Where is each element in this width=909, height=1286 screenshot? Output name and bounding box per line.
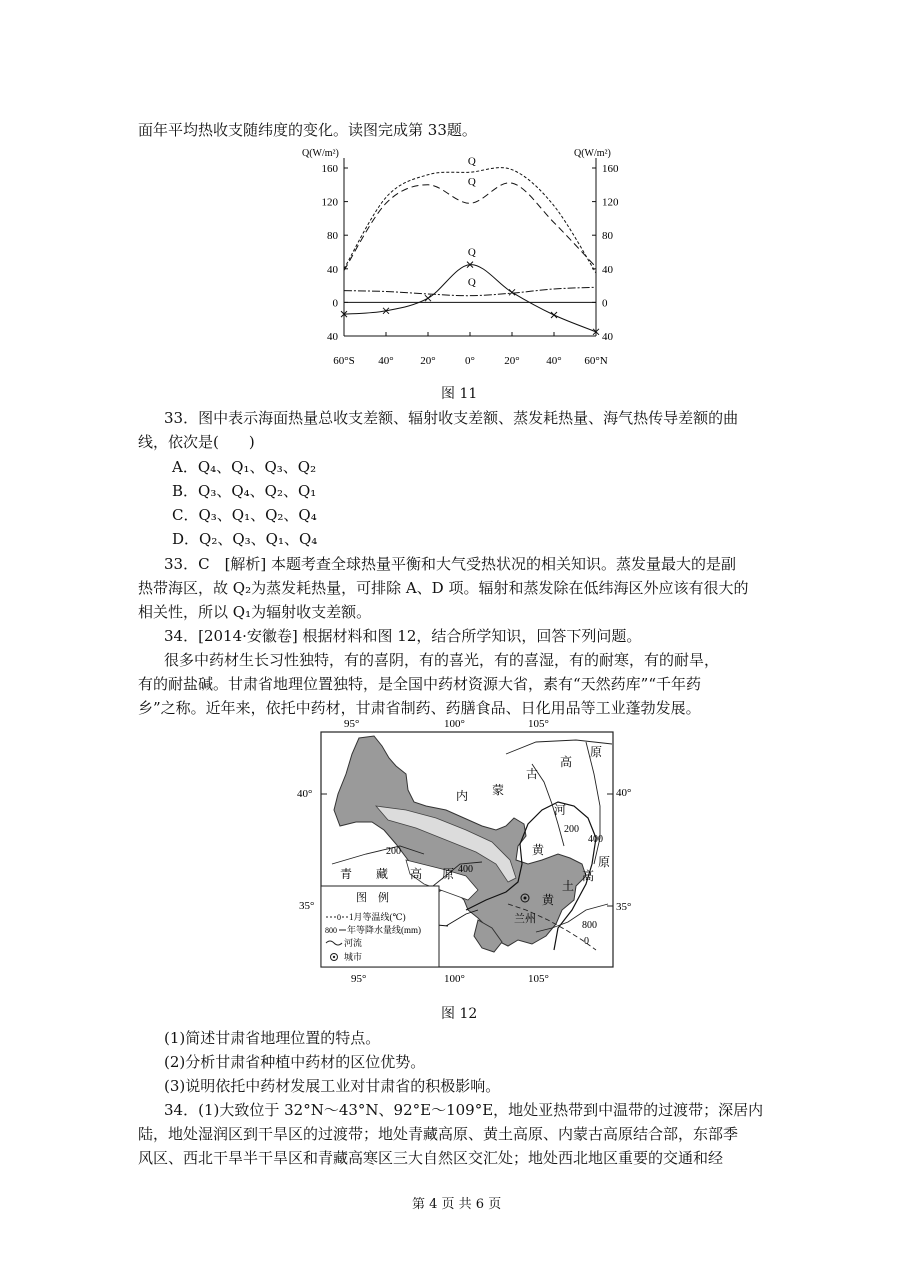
series-label: Q [467,155,476,168]
y-tick-label: 80 [327,230,338,243]
map-top-tick: 105° [528,718,549,730]
x-tick-label: 40° [546,355,562,367]
map-left-tick: 40° [297,788,313,800]
q33-stem-line1: 33．图中表示海面热量总收支差额、辐射收支差额、蒸发耗热量、海气热传导差额的曲 [164,409,739,427]
gansu-map [296,714,631,989]
map-bottom-tick: 105° [528,973,549,985]
y-tick-label: 0 [332,297,338,310]
series-label: Q [467,276,476,289]
contour-label: 200 [564,824,579,835]
y-tick-label: 0 [602,297,608,310]
legend-city-swatch-dot [333,956,335,958]
map-bottom-tick: 100° [444,973,465,985]
x-tick-label: 60°N [584,355,608,367]
y-tick-label: 80 [602,230,613,243]
legend-code: 800 [325,926,337,935]
legend-title: 图 例 [356,892,389,904]
q34-para-line1: 很多中药材生长习性独特，有的喜阴，有的喜光，有的喜湿，有的耐寒，有的耐旱， [164,651,720,669]
contour-label: 200 [386,846,401,857]
sub-question-3: (3)说明依托中药材发展工业对甘肃省的积极影响。 [164,1077,501,1095]
heat-balance-chart [300,140,630,376]
option-letter: A． [172,458,198,476]
x-tick-label: 20° [504,355,520,367]
map-label: 土 [562,879,575,893]
x-tick-label: 0° [465,355,475,367]
map-right-tick: 40° [616,787,631,799]
map-label: 高 [560,755,573,769]
sub-question-1: (1)简述甘肃省地理位置的特点。 [164,1029,381,1047]
x-tick-label: 40° [378,355,394,367]
a34-line3: 风区、西北干旱半干旱区和青藏高寒区三大自然区交汇处；地处西北地区重要的交通和经 [138,1149,724,1167]
y-tick-label: 40 [602,331,613,343]
a33-line2: 热带海区，故 Q₂为蒸发耗热量，可排除 A、D 项。辐射和蒸发除在低纬海区外应该有很大的 [138,579,749,597]
series-label: Q [467,246,476,259]
sub-question-2: (2)分析甘肃省种植中药材的区位优势。 [164,1053,426,1071]
y-tick-label: 40 [602,263,613,276]
q33-option-c [172,503,317,527]
option-letter: B． [172,482,199,500]
option-text: Q₂、Q₃、Q₁、Q₄ [199,530,318,548]
contour-label: 0 [584,936,589,947]
isohyet-400-north [586,742,603,864]
map-label: 原 [590,745,603,759]
city-marker-dot [524,897,527,900]
city-label-lanzhou: 兰州 [514,913,536,925]
option-letter: D． [172,530,200,548]
map-label: 青 [340,867,353,881]
series-marker-q3 [509,289,515,295]
q33-option-a [172,455,316,479]
map-label: 原 [598,855,611,869]
map-bottom-tick: 95° [351,973,367,985]
q33-stem-line2: 线，依次是( ) [138,433,255,451]
y-tick-label: 120 [602,196,619,209]
x-tick-label: 20° [420,355,436,367]
series-marker-q3 [551,312,557,318]
map-right-tick: 35° [616,901,631,913]
option-letter: C． [172,506,199,524]
y-tick-label: 160 [321,163,338,175]
contour-label: 400 [588,834,603,845]
figure-11-caption: 图 11 [441,386,478,402]
series-line-q3 [344,265,596,332]
y-tick-label: 160 [602,163,619,175]
q33-option-b [172,479,316,503]
series-label: Q [467,175,476,188]
option-text: Q₃、Q₁、Q₂、Q₄ [198,506,317,524]
y-axis-title-left: Q(W/m²) [302,148,339,159]
map-label: 内 [456,789,469,803]
contour-label: 800 [582,920,597,931]
figure-12-caption: 图 12 [441,1006,478,1022]
q33-option-d [172,527,317,551]
map-label: 藏 [376,867,389,881]
option-text: Q₃、Q₄、Q₂、Q₁ [198,482,317,500]
legend-item: 年等降水量线(mm) [347,925,421,935]
map-label: 黄 [542,893,555,907]
x-tick-label: 60°S [333,355,355,367]
map-label: 原 [442,867,455,881]
map-left-tick: 35° [299,900,315,912]
legend-code: 0 [337,913,341,922]
a34-line2: 陆，地处湿润区到干旱区的过渡带；地处青藏高原、黄土高原、内蒙古高原结合部，东部季 [138,1125,739,1143]
a33-line3: 相关性，所以 Q₁为辐射收支差额。 [138,603,372,621]
y-tick-label: 40 [327,331,338,343]
legend-item: 河流 [344,938,363,948]
legend-item: 1月等温线(℃) [349,912,406,922]
q34-para-line2: 有的耐盐碱。甘肃省地理位置独特，是全国中药材资源大省，素有“天然药库”“千年药 [138,675,702,693]
map-label: 河 [554,803,567,817]
q34-header: 34．[2014·安徽卷] 根据材料和图 12，结合所学知识，回答下列问题。 [164,627,642,645]
map-top-tick: 95° [344,718,360,730]
map-label: 蒙 [492,783,505,797]
map-top-tick: 100° [444,718,465,730]
a34-line1: 34．(1)大致位于 32°N～43°N、92°E～109°E，地处亚热带到中温带的过渡带；深居内 [164,1101,764,1119]
map-label: 黄 [532,843,545,857]
map-label: 高 [582,869,595,883]
page-footer: 第 4 页 共 6 页 [412,1197,502,1212]
y-tick-label: 120 [321,196,338,209]
y-tick-label: 40 [327,263,338,276]
y-axis-title-right: Q(W/m²) [574,148,611,159]
option-text: Q₄、Q₁、Q₃、Q₂ [197,458,317,476]
map-label: 高 [410,867,423,881]
q34-para-line3: 乡”之称。近年来，依托中药材，甘肃省制药、药膳食品、日化用品等工业蓬勃发展。 [138,699,701,717]
a33-line1: 33．C [解析] 本题考查全球热量平衡和大气受热状况的相关知识。蒸发量最大的是副 [164,555,737,573]
intro-text: 面年平均热收支随纬度的变化。读图完成第 33题。 [138,121,477,139]
series-marker-q3 [425,295,431,301]
map-label: 古 [526,767,539,781]
contour-label: 400 [458,864,473,875]
legend-item: 城市 [344,952,363,962]
